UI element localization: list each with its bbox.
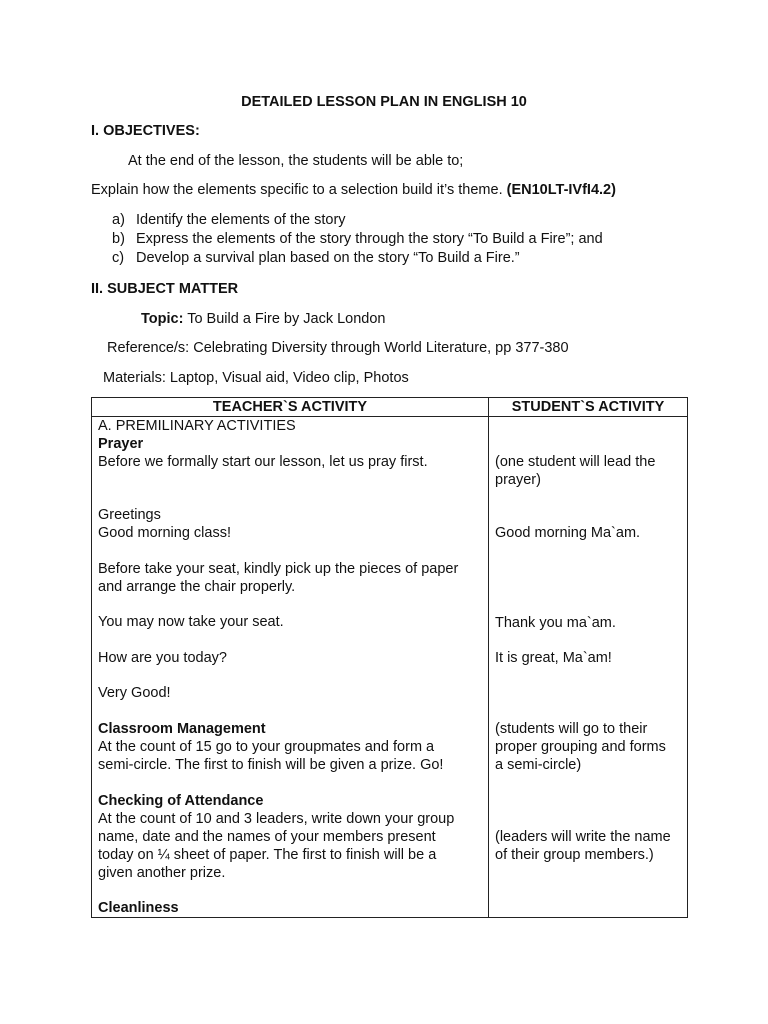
- materials-line: Materials: Laptop, Visual aid, Video clip, Photos: [103, 370, 409, 386]
- section-label: A. PREMILINARY ACTIVITIES: [98, 418, 296, 434]
- objective-item-c: [112, 250, 520, 266]
- teacher-line: Before take your seat, kindly pick up the pieces of paper: [98, 561, 459, 577]
- student-line: (students will go to their: [495, 721, 648, 737]
- objective-item-b: [112, 231, 603, 247]
- teacher-line: Before we formally start our lesson, let us pray first.: [98, 454, 428, 470]
- page-title: DETAILED LESSON PLAN IN ENGLISH 10: [241, 94, 527, 110]
- teacher-line: today on ¼ sheet of paper. The first to finish will be a: [98, 847, 437, 863]
- reference-line: Reference/s: Celebrating Diversity through World Literature, pp 377-380: [107, 340, 569, 356]
- teacher-line: semi-circle. The first to finish will be given a prize. Go!: [98, 757, 444, 773]
- teacher-line: given another prize.: [98, 865, 226, 881]
- greetings-label: Greetings: [98, 507, 161, 523]
- student-line: prayer): [495, 472, 541, 488]
- objective-item-a: [112, 212, 346, 228]
- student-line: of their group members.): [495, 847, 654, 863]
- topic-label: Topic:: [141, 311, 184, 327]
- attendance-heading: Checking of Attendance: [98, 793, 264, 809]
- table-row: [92, 417, 688, 918]
- objective-marker: a): [112, 212, 125, 228]
- teacher-line: At the count of 15 go to your groupmates and form a: [98, 739, 435, 755]
- table-header-row: [92, 398, 688, 417]
- teacher-line: You may now take your seat.: [98, 614, 284, 630]
- teacher-activity-cell: [92, 417, 489, 918]
- teacher-activity-header: TEACHER`S ACTIVITY: [92, 398, 489, 417]
- teacher-line: Very Good!: [98, 685, 171, 701]
- objective-marker: b): [112, 231, 125, 247]
- topic-line: [141, 311, 385, 327]
- teacher-line: How are you today?: [98, 650, 227, 666]
- objective-text: Express the elements of the story through the story “To Build a Fire”; and: [136, 231, 603, 247]
- explain-text: Explain how the elements specific to a selection build it’s theme.: [91, 182, 503, 198]
- topic-value: To Build a Fire by Jack London: [187, 311, 386, 327]
- teacher-line: At the count of 10 and 3 leaders, write down your group: [98, 811, 455, 827]
- objectives-intro: At the end of the lesson, the students will be able to;: [128, 153, 464, 169]
- student-line: It is great, Ma`am!: [495, 650, 612, 666]
- objectives-explain: [91, 182, 616, 198]
- subject-matter-heading: II. SUBJECT MATTER: [91, 281, 239, 297]
- student-line: (one student will lead the: [495, 454, 656, 470]
- teacher-line: and arrange the chair properly.: [98, 579, 296, 595]
- prayer-heading: Prayer: [98, 436, 144, 452]
- activity-table: [91, 397, 688, 918]
- student-line: proper grouping and forms: [495, 739, 666, 755]
- teacher-line: name, date and the names of your members present: [98, 829, 436, 845]
- teacher-line: Good morning class!: [98, 525, 231, 541]
- cleanliness-heading: Cleanliness: [98, 900, 179, 916]
- competency-code: (EN10LT-IVfI4.2): [506, 182, 616, 198]
- student-line: (leaders will write the name: [495, 829, 671, 845]
- objective-marker: c): [112, 250, 125, 266]
- objective-text: Identify the elements of the story: [136, 212, 346, 228]
- student-line: Thank you ma`am.: [495, 615, 616, 631]
- student-line: a semi-circle): [495, 757, 582, 773]
- objectives-heading: I. OBJECTIVES:: [91, 123, 200, 139]
- classroom-management-heading: Classroom Management: [98, 721, 266, 737]
- student-activity-header: STUDENT`S ACTIVITY: [489, 398, 688, 417]
- student-activity-cell: [489, 417, 688, 918]
- objective-text: Develop a survival plan based on the story “To Build a Fire.”: [136, 250, 520, 266]
- student-line: Good morning Ma`am.: [495, 525, 641, 541]
